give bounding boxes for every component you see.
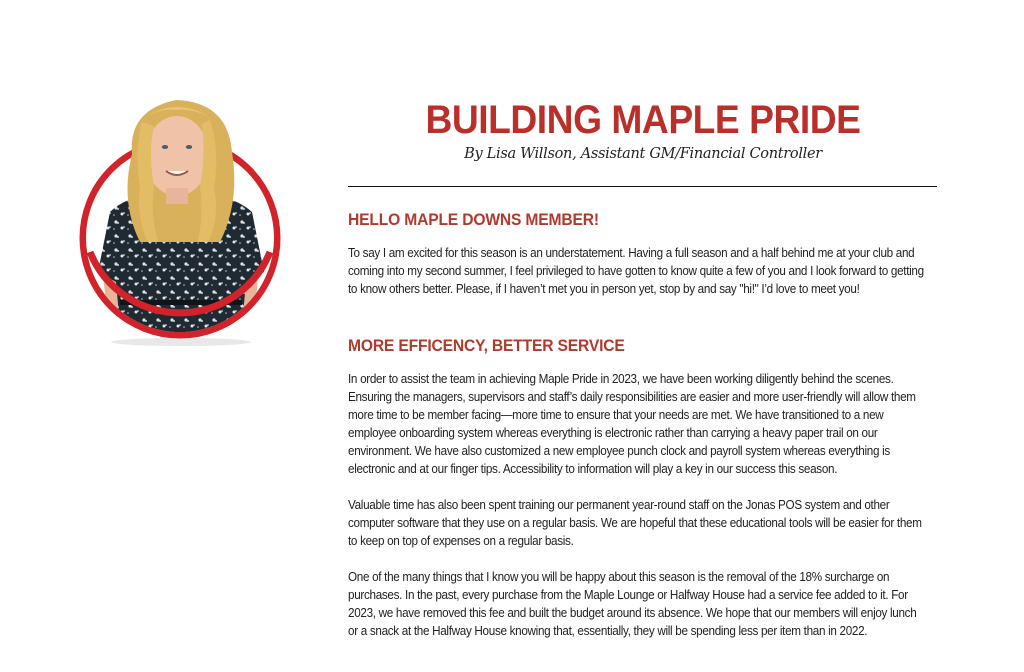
paragraph: In order to assist the team in achieving Maple Pride in 2023, we have been working diligently behind the scenes. Ensuring the managers, supervisors and staff’s daily responsibilities are easier and more user-friendly will allow them more time to be member facing—more time to ensure that your needs are met. We have transitioned to a new employee onboarding system whereas everything is electronic rather than carrying a heavy paper trail on our environment. We have also customized a new employee punch clock and payroll system whereas everything is electronic and at our finger tips. Accessibility to information will play a key in our success this season. [348,371,916,476]
article [348,96,938,638]
paragraph: One of the many things that I know you will be happy about this season is the removal of the 18% surcharge on purchases. In the past, every purchase from the Maple Lounge or Halfway House had a service fee added to it. For 2023, we have removed this fee and built the budget around its absence. We hope that our members will enjoy lunch or a snack at the Halfway House knowing that, essentially, they will be spending less per item than in 2022. [348,569,917,638]
section-heading: MORE EFFICENCY, BETTER SERVICE [348,336,625,355]
paragraph: Valuable time has also been spent training our permanent year-round staff on the Jonas POS system and other computer software that they use on a regular basis. We are hopeful that these educational tools will be easier for them to keep on top of expenses on a regular basis. [348,497,922,548]
article-title: BUILDING MAPLE PRIDE [425,98,861,142]
author-portrait [70,92,292,348]
portrait-image [70,92,292,348]
section-heading: HELLO MAPLE DOWNS MEMBER! [348,210,599,229]
paragraph: To say I am excited for this season is an understatement. Having a full season and a half behind me at your club and coming into my second summer, I feel privileged to have gotten to know quite a few of you and I look forward to getting to know others better. Please, if I haven’t met you in person yet, stop by and say "hi!" I’d love to meet you! [348,245,924,296]
article-byline: By Lisa Willson, Assistant GM/Financial Controller [464,146,822,162]
section-efficiency [348,334,938,640]
title-divider [348,186,937,187]
section-hello [348,208,938,298]
